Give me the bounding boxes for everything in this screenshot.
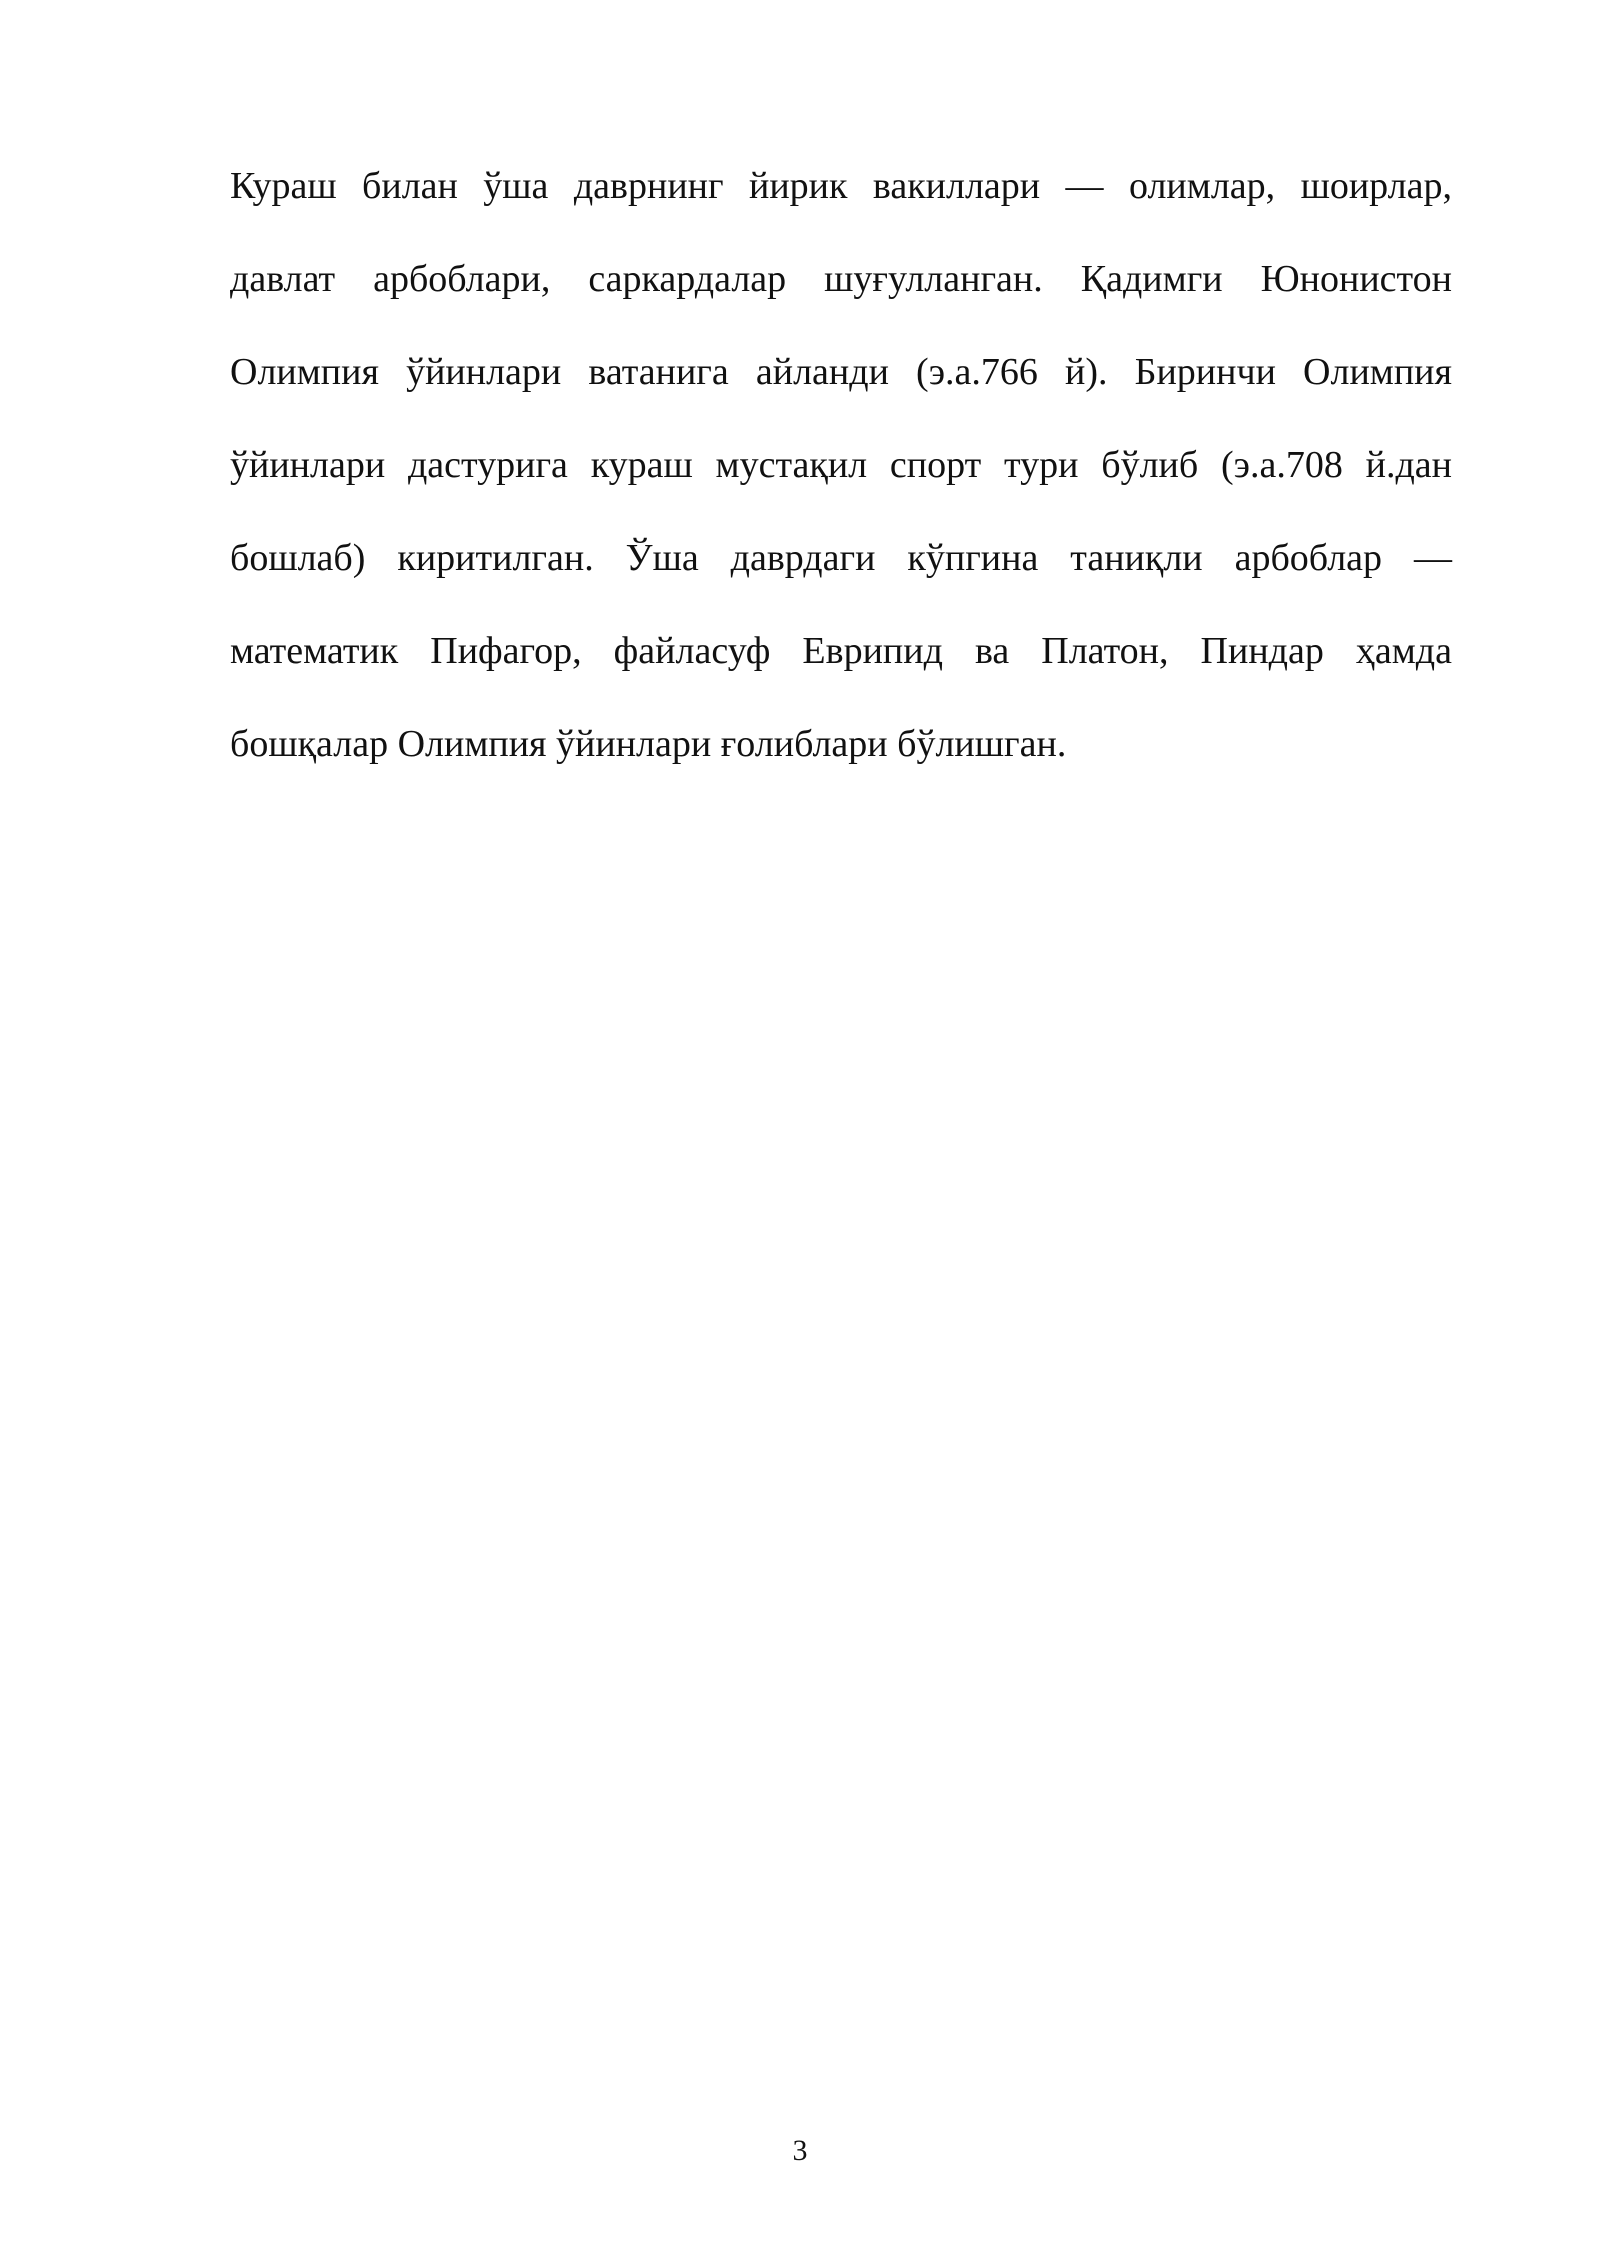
body-paragraph xyxy=(230,140,1452,791)
paragraph-line-7: бошқалар Олимпия ўйинлари ғолиблари бўлишган. xyxy=(230,723,1067,765)
paragraph-line-5: бошлаб) киритилган. Ўша даврдаги кўпгина таниқли арбоблар — xyxy=(230,537,1452,579)
paragraph-line-3: Олимпия ўйинлари ватанига айланди (э.а.766 й). Биринчи Олимпия xyxy=(230,351,1452,393)
paragraph-line-1: Кураш билан ўша даврнинг йирик вакиллари — олимлар, шоирлар, xyxy=(230,165,1452,207)
paragraph-line-2: давлат арбоблари, саркардалар шуғулланган. Қадимги Юнонистон xyxy=(230,258,1452,300)
page-number: 3 xyxy=(792,2134,808,2167)
paragraph-line-6: математик Пифагор, файласуф Еврипид ва Платон, Пиндар ҳамда xyxy=(230,630,1452,672)
paragraph-line-4: ўйинлари дастурига кураш мустақил спорт тури бўлиб (э.а.708 й.дан xyxy=(230,444,1452,486)
